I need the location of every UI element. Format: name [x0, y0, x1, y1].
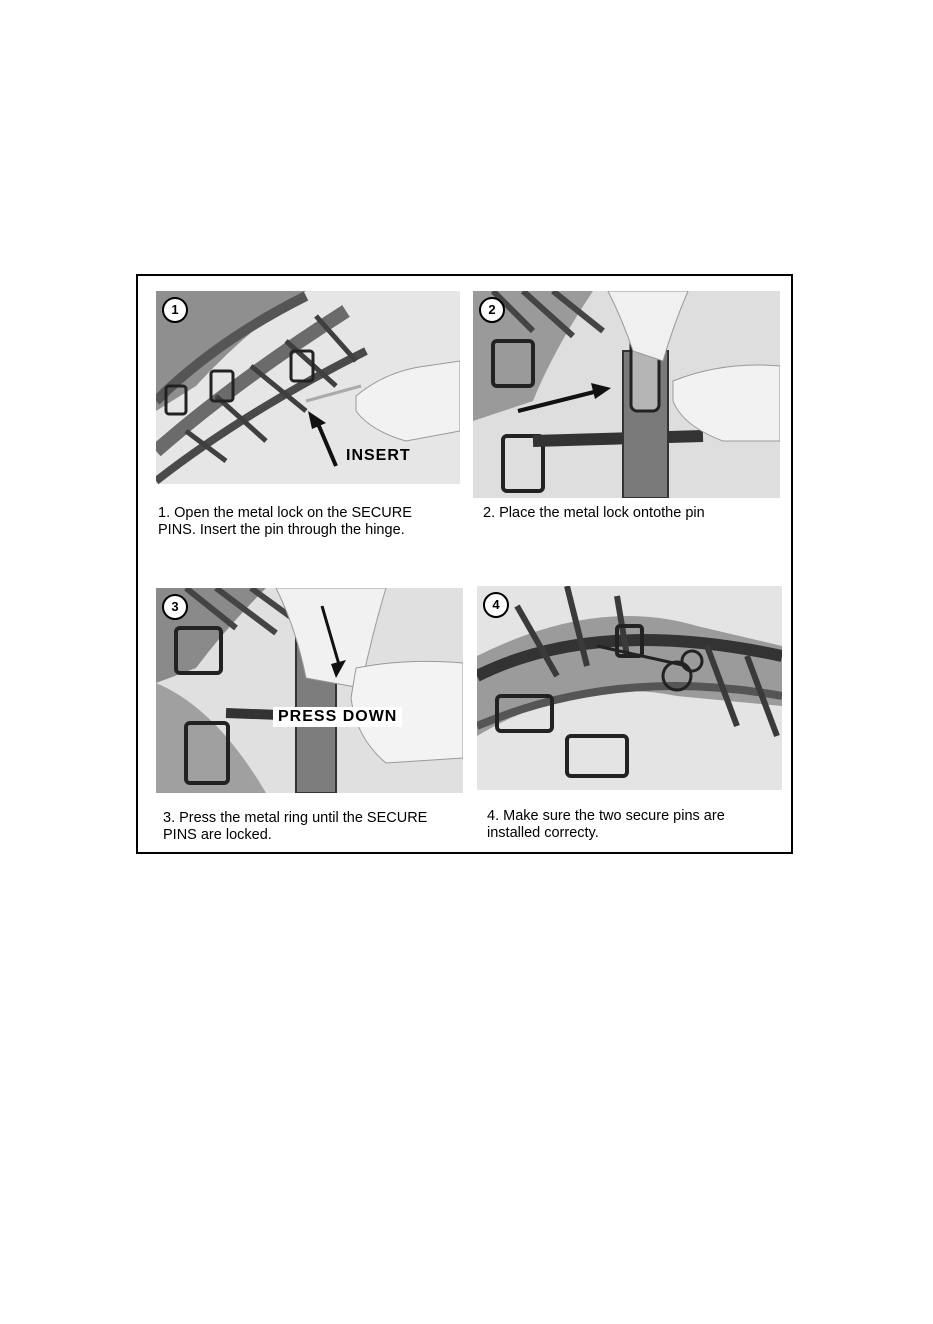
instruction-panel [136, 274, 793, 854]
trampoline-lock-place-illustration [473, 291, 780, 498]
step-3-caption [163, 810, 427, 844]
step-1-caption-line-2: PINS. Insert the pin through the hinge. [158, 522, 405, 538]
step-2-caption [483, 505, 705, 522]
step-4-photo [477, 586, 782, 790]
step-3-callout-label: PRESS DOWN [273, 707, 402, 727]
trampoline-installed-pins-illustration [477, 586, 782, 790]
step-3-number-badge: 3 [162, 594, 188, 620]
step-3-caption-line-1: 3. Press the metal ring until the SECURE [163, 810, 428, 826]
step-2-photo [473, 291, 780, 498]
step-3-caption-line-2: PINS are locked. [163, 827, 272, 843]
step-4-caption [487, 808, 725, 842]
step-2-caption-line-1: 2. Place the metal lock ontothe pin [483, 505, 705, 521]
step-1-caption-line-1: 1. Open the metal lock on the SECURE [158, 505, 412, 521]
step-4-number-badge: 4 [483, 592, 509, 618]
step-1-caption [158, 505, 412, 539]
step-1-number-badge: 1 [162, 297, 188, 323]
step-4-caption-line-2: installed correcty. [487, 825, 599, 841]
step-4-caption-line-1: 4. Make sure the two secure pins are [487, 808, 725, 824]
trampoline-press-down-illustration [156, 588, 463, 793]
step-1-photo [156, 291, 460, 484]
step-1-callout-label: INSERT [346, 447, 411, 464]
trampoline-hinge-insert-illustration [156, 291, 460, 484]
step-2-number-badge: 2 [479, 297, 505, 323]
step-3-photo [156, 588, 463, 793]
